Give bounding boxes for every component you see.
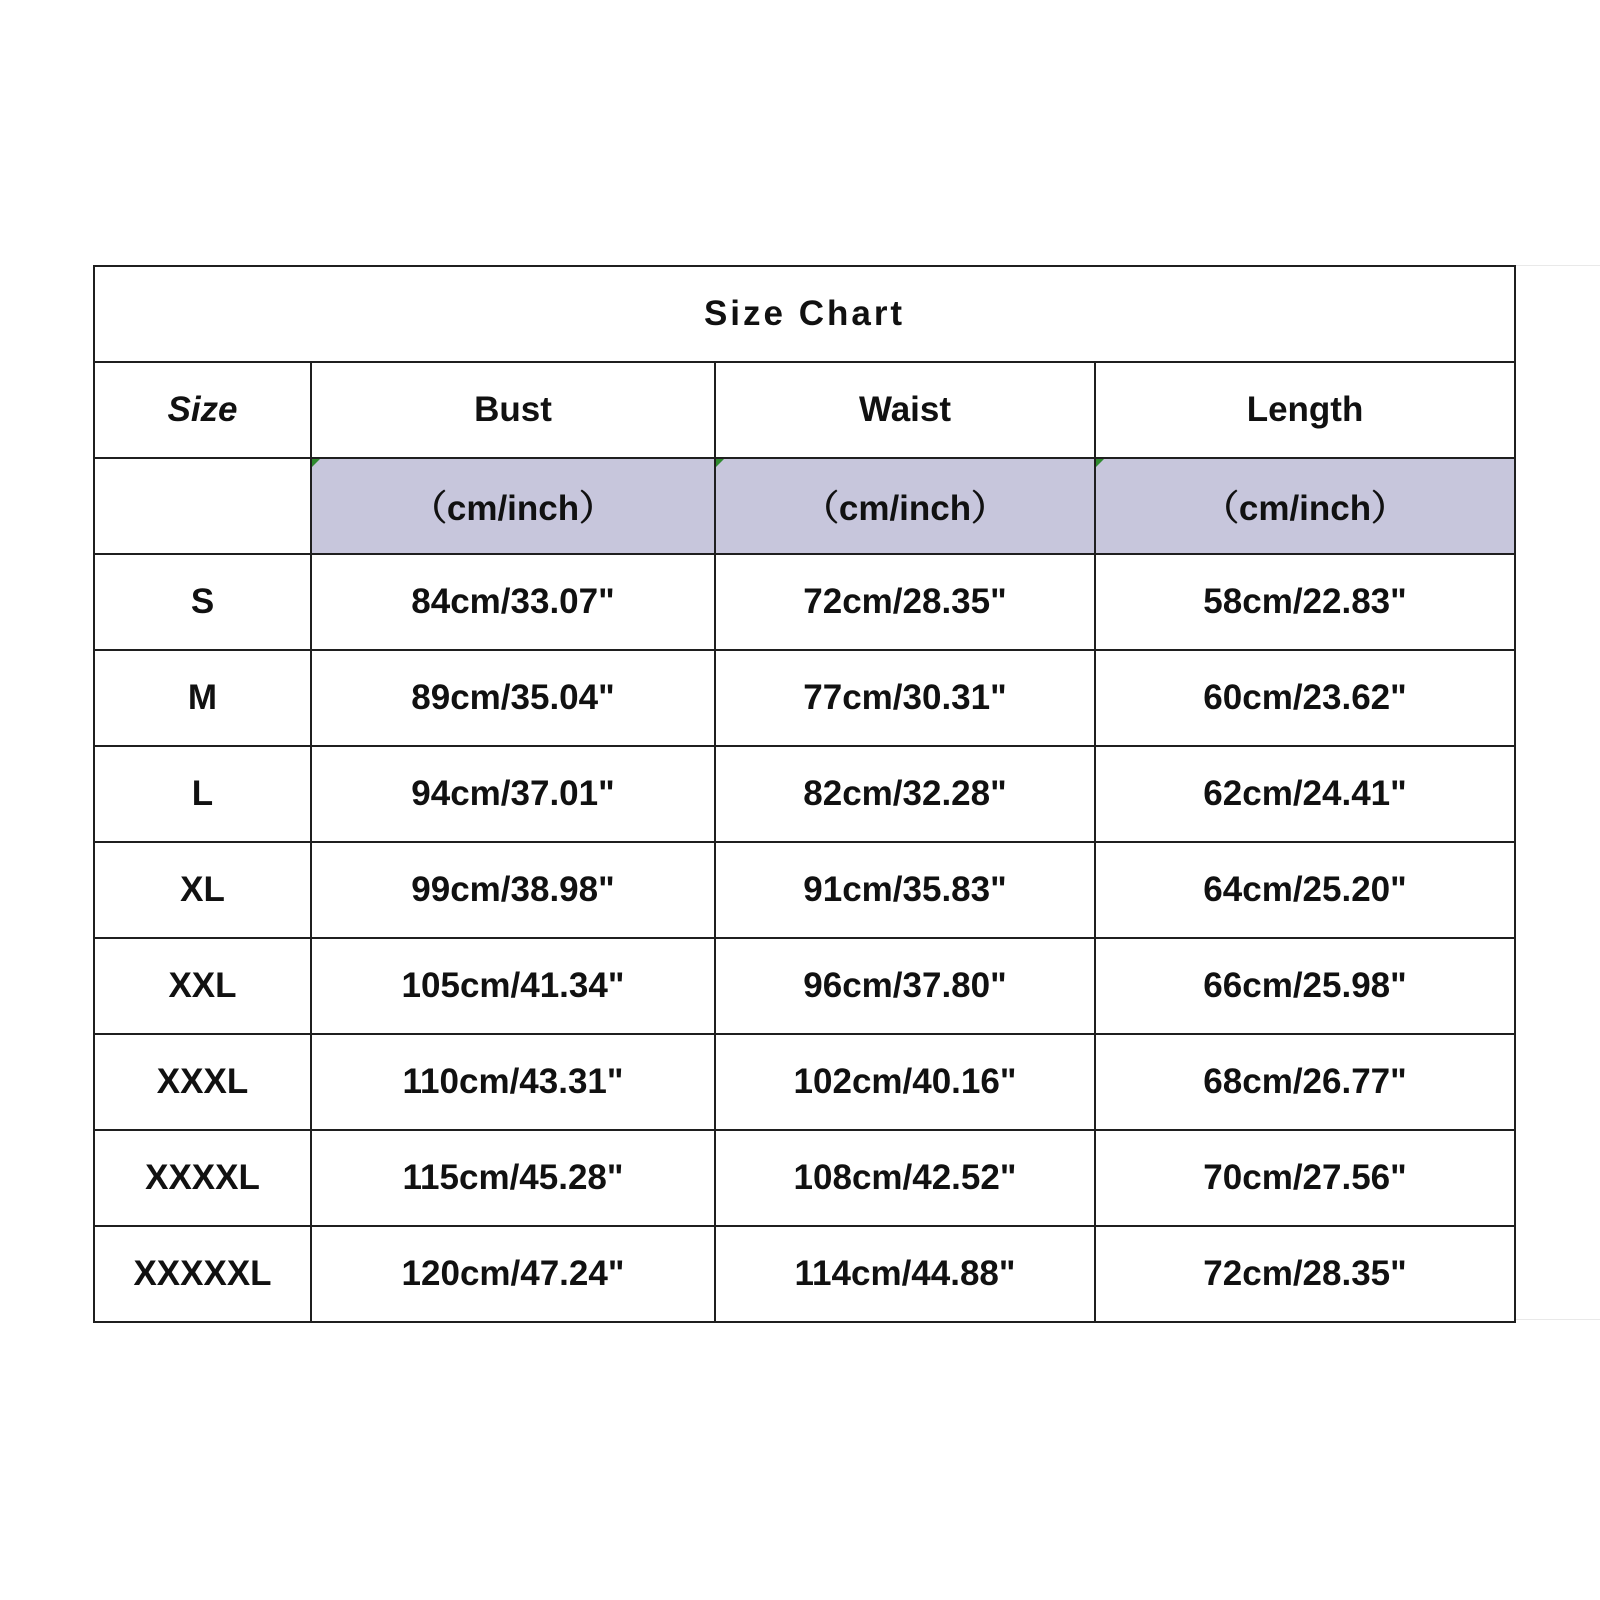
waist-cell: 96cm/37.80" — [715, 938, 1095, 1034]
waist-cell: 77cm/30.31" — [715, 650, 1095, 746]
waist-cell: 82cm/32.28" — [715, 746, 1095, 842]
header-length: Length — [1095, 362, 1515, 458]
table-row — [94, 746, 1515, 842]
size-cell: XL — [94, 842, 311, 938]
length-cell: 70cm/27.56" — [1095, 1130, 1515, 1226]
bust-cell: 84cm/33.07" — [311, 554, 715, 650]
length-cell: 72cm/28.35" — [1095, 1226, 1515, 1322]
header-waist: Waist — [715, 362, 1095, 458]
bust-cell: 99cm/38.98" — [311, 842, 715, 938]
size-chart-table — [93, 265, 1516, 1323]
table-row — [94, 650, 1515, 746]
bust-cell: 115cm/45.28" — [311, 1130, 715, 1226]
waist-cell: 114cm/44.88" — [715, 1226, 1095, 1322]
bust-cell: 105cm/41.34" — [311, 938, 715, 1034]
header-size: Size — [94, 362, 311, 458]
length-cell: 58cm/22.83" — [1095, 554, 1515, 650]
size-cell: S — [94, 554, 311, 650]
length-cell: 62cm/24.41" — [1095, 746, 1515, 842]
table-row — [94, 938, 1515, 1034]
bust-cell: 94cm/37.01" — [311, 746, 715, 842]
length-cell: 64cm/25.20" — [1095, 842, 1515, 938]
bust-cell: 89cm/35.04" — [311, 650, 715, 746]
title-row — [94, 266, 1515, 362]
header-bust: Bust — [311, 362, 715, 458]
size-cell: L — [94, 746, 311, 842]
size-cell: XXL — [94, 938, 311, 1034]
header-row — [94, 362, 1515, 458]
waist-cell: 108cm/42.52" — [715, 1130, 1095, 1226]
unit-waist: （cm/inch） — [715, 458, 1095, 554]
unit-row — [94, 458, 1515, 554]
waist-cell: 91cm/35.83" — [715, 842, 1095, 938]
table-row — [94, 1130, 1515, 1226]
waist-cell: 102cm/40.16" — [715, 1034, 1095, 1130]
table-row — [94, 554, 1515, 650]
size-cell: XXXXL — [94, 1130, 311, 1226]
size-cell: XXXXXL — [94, 1226, 311, 1322]
edge-line-top — [1514, 265, 1600, 266]
unit-bust: （cm/inch） — [311, 458, 715, 554]
length-cell: 60cm/23.62" — [1095, 650, 1515, 746]
length-cell: 68cm/26.77" — [1095, 1034, 1515, 1130]
table-row — [94, 842, 1515, 938]
bust-cell: 120cm/47.24" — [311, 1226, 715, 1322]
size-cell: M — [94, 650, 311, 746]
bust-cell: 110cm/43.31" — [311, 1034, 715, 1130]
length-cell: 66cm/25.98" — [1095, 938, 1515, 1034]
chart-title: Size Chart — [94, 266, 1515, 362]
size-cell: XXXL — [94, 1034, 311, 1130]
unit-length: （cm/inch） — [1095, 458, 1515, 554]
waist-cell: 72cm/28.35" — [715, 554, 1095, 650]
table-row — [94, 1226, 1515, 1322]
table-row — [94, 1034, 1515, 1130]
edge-line-bottom — [1514, 1319, 1600, 1320]
unit-empty-cell — [94, 458, 311, 554]
